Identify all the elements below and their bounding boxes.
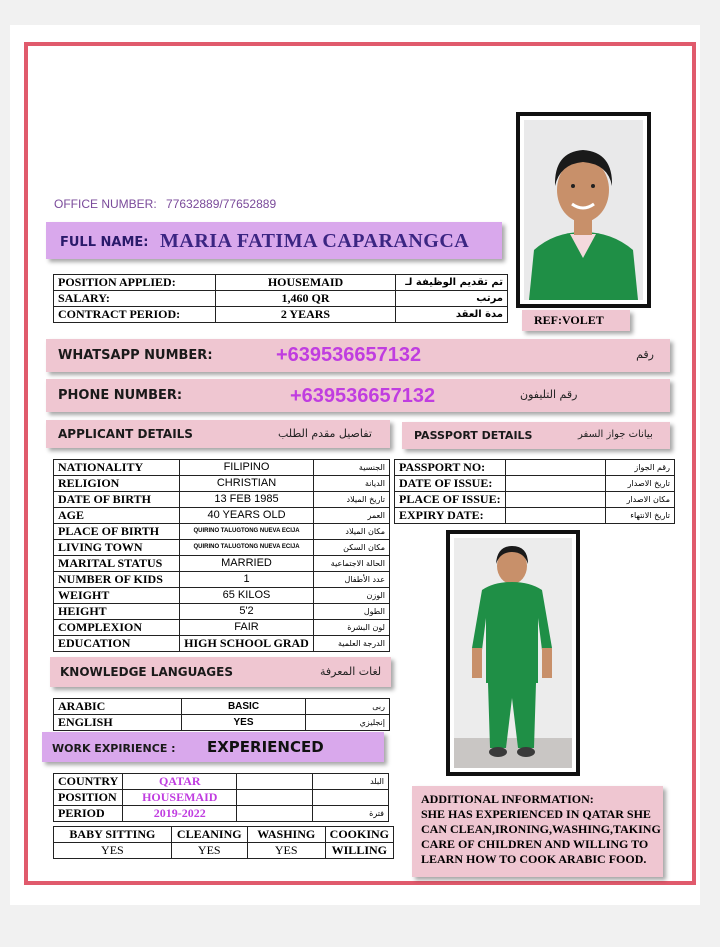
applicant-details-label: APPLICANT DETAILS bbox=[58, 427, 193, 441]
work-position-label: POSITION bbox=[54, 790, 123, 806]
ref-badge bbox=[522, 310, 630, 331]
applicant-arabic: لون البشرة bbox=[314, 620, 390, 636]
table-row bbox=[54, 476, 390, 492]
applicant-value: FILIPINO bbox=[180, 460, 314, 476]
language-english-label: ENGLISH bbox=[54, 715, 182, 731]
whatsapp-arabic: رقم bbox=[636, 348, 654, 361]
applicant-arabic: مكان الميلاد bbox=[314, 524, 390, 540]
headshot-illustration bbox=[524, 120, 643, 300]
ref-text: REF:VOLET bbox=[534, 313, 604, 327]
work-period-value: 2019-2022 bbox=[123, 806, 237, 822]
table-row bbox=[54, 699, 390, 715]
applicant-value: CHRISTIAN bbox=[180, 476, 314, 492]
applicant-arabic: الديانة bbox=[314, 476, 390, 492]
skills-table bbox=[53, 826, 394, 859]
table-row bbox=[54, 790, 389, 806]
work-position-empty bbox=[237, 790, 313, 806]
additional-info-text bbox=[421, 792, 661, 867]
table-row bbox=[54, 636, 390, 652]
table-row bbox=[54, 843, 394, 859]
passport-details-bar bbox=[402, 422, 670, 449]
passport-value bbox=[505, 476, 605, 492]
applicant-arabic: الحالة الاجتماعية bbox=[314, 556, 390, 572]
work-table bbox=[53, 773, 389, 822]
languages-table bbox=[53, 698, 390, 731]
applicant-label: AGE bbox=[54, 508, 180, 524]
table-row bbox=[54, 588, 390, 604]
table-row bbox=[54, 307, 508, 323]
full-body-photo bbox=[446, 530, 580, 776]
applicant-value: FAIR bbox=[180, 620, 314, 636]
applicant-value: 13 FEB 1985 bbox=[180, 492, 314, 508]
work-country-label: COUNTRY bbox=[54, 774, 123, 790]
passport-label: EXPIRY DATE: bbox=[395, 508, 506, 524]
passport-arabic: رقم الجواز bbox=[605, 460, 674, 476]
applicant-details-arabic: تفاصيل مقدم الطلب bbox=[278, 427, 372, 440]
contract-label: CONTRACT PERIOD: bbox=[54, 307, 216, 323]
applicant-value: QUIRINO TALUGTONG NUEVA ECIJA bbox=[180, 540, 314, 556]
table-row bbox=[54, 827, 394, 843]
work-position-value: HOUSEMAID bbox=[123, 790, 237, 806]
skill-cooking-value: WILLING bbox=[325, 843, 393, 859]
phone-label: PHONE NUMBER: bbox=[58, 388, 183, 403]
languages-arabic: لغات المعرفة bbox=[320, 665, 382, 678]
office-number-value: 77632889/77652889 bbox=[166, 197, 277, 211]
office-number bbox=[54, 197, 276, 211]
table-row bbox=[54, 492, 390, 508]
passport-details-arabic: بيانات جواز السفر bbox=[578, 429, 653, 440]
languages-label: KNOWLEDGE LANGUAGES bbox=[60, 665, 233, 679]
applicant-value: 65 KILOS bbox=[180, 588, 314, 604]
applicant-label: RELIGION bbox=[54, 476, 180, 492]
applicant-details-bar bbox=[46, 420, 390, 448]
passport-table bbox=[394, 459, 675, 524]
applicant-arabic: الطول bbox=[314, 604, 390, 620]
skill-cooking-label: COOKING bbox=[325, 827, 393, 843]
phone-bar bbox=[46, 379, 670, 412]
applicant-label: NUMBER OF KIDS bbox=[54, 572, 180, 588]
passport-label: DATE OF ISSUE: bbox=[395, 476, 506, 492]
work-period-ar: فترة bbox=[313, 806, 389, 822]
work-period-label: PERIOD bbox=[54, 806, 123, 822]
work-experience-bar bbox=[42, 732, 384, 762]
applicant-arabic: مكان السكن bbox=[314, 540, 390, 556]
applicant-label: WEIGHT bbox=[54, 588, 180, 604]
work-position-ar bbox=[313, 790, 389, 806]
whatsapp-label: WHATSAPP NUMBER: bbox=[58, 348, 213, 363]
passport-arabic: تاريخ الانتهاء bbox=[605, 508, 674, 524]
table-row bbox=[395, 476, 675, 492]
additional-info-line: SHE HAS EXPERIENCED IN QATAR SHE bbox=[421, 807, 651, 821]
full-name-bar bbox=[46, 222, 502, 259]
additional-info-line: LEARN HOW TO COOK ARABIC FOOD. bbox=[421, 852, 647, 866]
work-country-value: QATAR bbox=[123, 774, 237, 790]
applicant-value: MARRIED bbox=[180, 556, 314, 572]
phone-number: +639536657132 bbox=[290, 385, 436, 407]
full-name-value: MARIA FATIMA CAPARANGCA bbox=[160, 230, 470, 252]
additional-info-title: ADDITIONAL INFORMATION: bbox=[421, 792, 594, 806]
table-row bbox=[395, 460, 675, 476]
applicant-label: DATE OF BIRTH bbox=[54, 492, 180, 508]
table-row bbox=[54, 604, 390, 620]
additional-info-line: CARE OF CHILDREN AND WILLING TO bbox=[421, 837, 649, 851]
work-experience-value: EXPERIENCED bbox=[207, 738, 324, 756]
passport-value bbox=[505, 492, 605, 508]
passport-arabic: مكان الاصدار bbox=[605, 492, 674, 508]
applicant-label: PLACE OF BIRTH bbox=[54, 524, 180, 540]
applicant-label: NATIONALITY bbox=[54, 460, 180, 476]
applicant-arabic: الوزن bbox=[314, 588, 390, 604]
table-row bbox=[54, 508, 390, 524]
applicant-label: EDUCATION bbox=[54, 636, 180, 652]
table-row bbox=[54, 572, 390, 588]
applicant-arabic: الدرجة العلمية bbox=[314, 636, 390, 652]
position-value: HOUSEMAID bbox=[216, 275, 396, 291]
applicant-value: 40 YEARS OLD bbox=[180, 508, 314, 524]
whatsapp-number: +639536657132 bbox=[276, 344, 422, 366]
language-arabic-ar: ربى bbox=[306, 699, 390, 715]
applicant-value: 1 bbox=[180, 572, 314, 588]
applicant-label: MARITAL STATUS bbox=[54, 556, 180, 572]
table-row bbox=[54, 291, 508, 307]
contract-value: 2 YEARS bbox=[216, 307, 396, 323]
applicant-label: COMPLEXION bbox=[54, 620, 180, 636]
work-period-empty bbox=[237, 806, 313, 822]
work-experience-label: WORK EXPIRIENCE : bbox=[52, 742, 176, 755]
skill-babysitting-label: BABY SITTING bbox=[54, 827, 172, 843]
work-country-ar: البلد bbox=[313, 774, 389, 790]
skill-babysitting-value: YES bbox=[54, 843, 172, 859]
salary-arabic: مرتب bbox=[396, 291, 508, 307]
whatsapp-bar bbox=[46, 339, 670, 372]
skill-cleaning-label: CLEANING bbox=[171, 827, 247, 843]
passport-details-label: PASSPORT DETAILS bbox=[414, 429, 533, 442]
phone-arabic: رقم التليفون bbox=[520, 388, 578, 401]
skill-cleaning-value: YES bbox=[171, 843, 247, 859]
passport-label: PASSPORT NO: bbox=[395, 460, 506, 476]
skill-washing-label: WASHING bbox=[247, 827, 325, 843]
full-body-illustration bbox=[454, 538, 572, 768]
office-number-label: OFFICE NUMBER: bbox=[54, 197, 157, 211]
additional-info-box bbox=[412, 786, 663, 877]
table-row bbox=[54, 540, 390, 556]
table-row bbox=[54, 806, 389, 822]
passport-value bbox=[505, 508, 605, 524]
applicant-label: HEIGHT bbox=[54, 604, 180, 620]
applicant-arabic: تاريخ الميلاد bbox=[314, 492, 390, 508]
position-arabic: تم تقديم الوظيفة لـ bbox=[396, 275, 508, 291]
language-english-value: YES bbox=[182, 715, 306, 731]
applicant-value: 5'2 bbox=[180, 604, 314, 620]
full-name-label: FULL NAME: bbox=[60, 235, 149, 250]
headshot-photo bbox=[516, 112, 651, 308]
applicant-value: HIGH SCHOOL GRAD bbox=[180, 636, 314, 652]
passport-arabic: تاريخ الاصدار bbox=[605, 476, 674, 492]
salary-value: 1,460 QR bbox=[216, 291, 396, 307]
applicant-label: LIVING TOWN bbox=[54, 540, 180, 556]
language-arabic-value: BASIC bbox=[182, 699, 306, 715]
position-label: POSITION APPLIED: bbox=[54, 275, 216, 291]
language-arabic-label: ARABIC bbox=[54, 699, 182, 715]
table-row bbox=[395, 508, 675, 524]
applicant-value: QUIRINO TALUGTONG NUEVA ECIJA bbox=[180, 524, 314, 540]
position-table bbox=[53, 274, 508, 323]
passport-label: PLACE OF ISSUE: bbox=[395, 492, 506, 508]
table-row bbox=[54, 556, 390, 572]
contract-arabic: مدة العقد bbox=[396, 307, 508, 323]
languages-bar bbox=[50, 657, 391, 687]
table-row bbox=[395, 492, 675, 508]
salary-label: SALARY: bbox=[54, 291, 216, 307]
table-row bbox=[54, 715, 390, 731]
applicant-arabic: عدد الأطفال bbox=[314, 572, 390, 588]
skill-washing-value: YES bbox=[247, 843, 325, 859]
table-row bbox=[54, 524, 390, 540]
applicant-table bbox=[53, 459, 390, 652]
passport-value bbox=[505, 460, 605, 476]
table-row bbox=[54, 460, 390, 476]
work-country-empty bbox=[237, 774, 313, 790]
additional-info-line: CAN CLEAN,IRONING,WASHING,TAKING bbox=[421, 822, 661, 836]
language-english-ar: إنجليزي bbox=[306, 715, 390, 731]
table-row bbox=[54, 774, 389, 790]
applicant-arabic: العمر bbox=[314, 508, 390, 524]
table-row bbox=[54, 275, 508, 291]
applicant-arabic: الجنسية bbox=[314, 460, 390, 476]
table-row bbox=[54, 620, 390, 636]
